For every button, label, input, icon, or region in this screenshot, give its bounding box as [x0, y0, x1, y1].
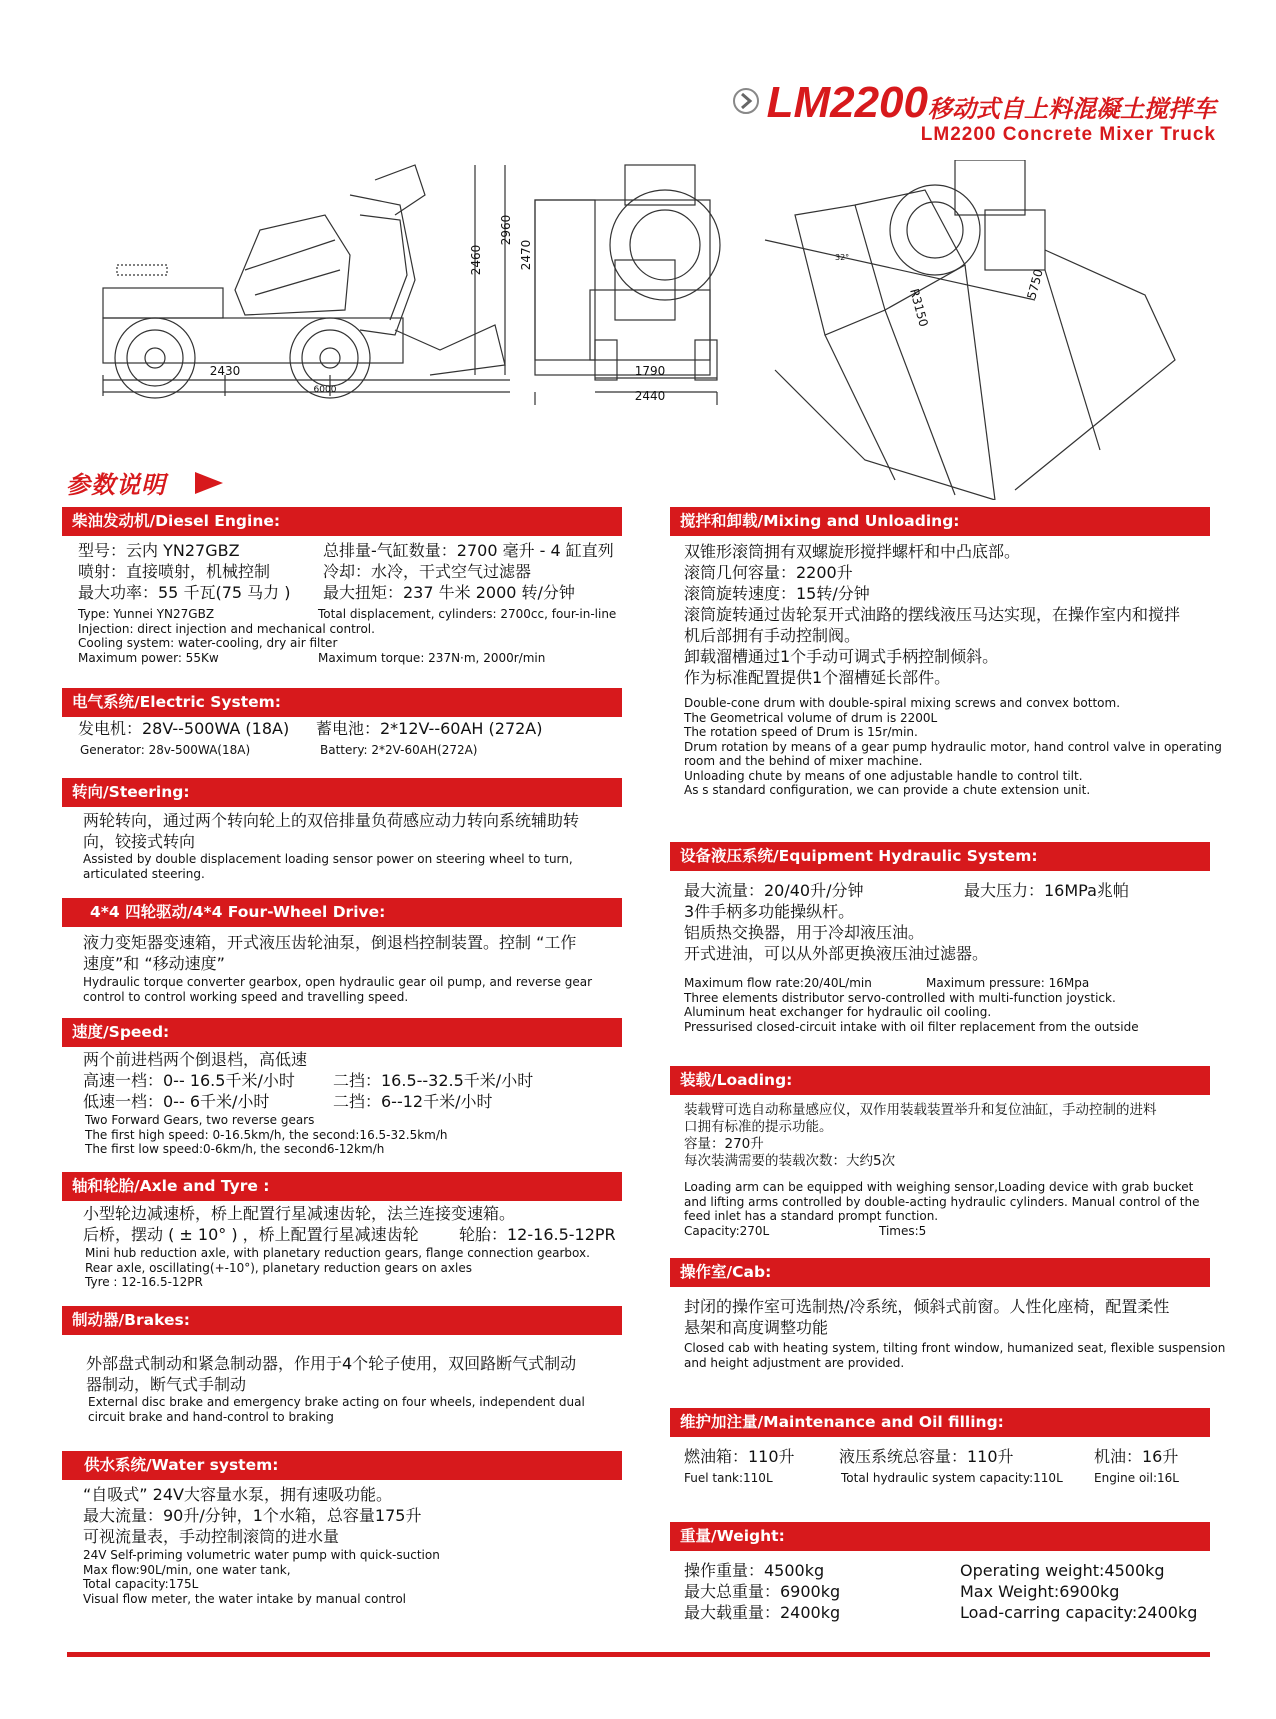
hydraulic-cn: 最大流量：20/40升/分钟 最大压力：16MPa兆帕 3件手柄多功能操纵杆。 铝质热交换器，用于冷却液压油。 开式进油，可以从外部更换液压油过滤器。: [684, 881, 1129, 963]
section-mixing-title: 搅拌和卸载/Mixing and Unloading:: [670, 507, 1210, 535]
dim-radius1: R3150: [907, 287, 931, 329]
dim-width: 2440: [634, 389, 666, 403]
dim-height1: 2460: [469, 244, 483, 276]
page-title: [767, 80, 1216, 126]
title-cn: 移动式自上料混凝土搅拌车: [928, 96, 1216, 123]
top-view-truck-icon: [765, 160, 1175, 500]
dim-track: 1790: [634, 364, 666, 378]
arrow-right-icon: [195, 472, 223, 494]
electric-en: Generator: 28v-500WA(18A) Battery: 2*2V-60AH(272A): [80, 743, 478, 757]
header: [767, 80, 1216, 146]
drive-cn: 液力变矩器变速箱，开式液压齿轮油泵，倒退档控制装置。控制 “工作 速度”和 “移动速度”: [83, 933, 577, 973]
dim-height2: 2960: [499, 214, 513, 246]
dim-angle: 32°: [835, 253, 850, 262]
chevron-right-icon: [733, 88, 759, 114]
loading-cn: 装载臂可选自动称量感应仪，双作用装载装置举升和复位油缸，手动控制的进料 口拥有标准的提示功能。 容量：270升 每次装满需要的装载次数：大约5次: [684, 1102, 1157, 1169]
section-drive-title: 4*4 四轮驱动/4*4 Four-Wheel Drive:: [62, 898, 622, 926]
axle-cn: 小型轮边减速桥，桥上配置行星减速齿轮，法兰连接变速箱。 后桥，摆动 ( ± 10° ) ，桥上配置行星减速齿轮 轮胎：12-16.5-12PR: [83, 1204, 616, 1244]
speed-en: Two Forward Gears, two reverse gears The first high speed: 0-16.5km/h, the second:16.5-32.5km/h The first low speed:0-6km/h, the second6-12km/h: [85, 1113, 448, 1156]
weight-cn: 操作重量：4500kg 最大总重量：6900kg 最大载重量：2400kg: [684, 1561, 841, 1622]
loading-en: Loading arm can be equipped with weighing sensor,Loading device with grab bucket and lifting arms controlled by double-acting hydraulic cylinders. Manual control of the feed inlet has a standard prompt function. Capacity:270L Times:5: [684, 1180, 1200, 1238]
brakes-cn: 外部盘式制动和紧急制动器，作用于4个轮子使用，双回路断气式制动 器制动，断气式手制动: [86, 1354, 577, 1394]
hydraulic-en: Maximum flow rate:20/40L/min Maximum pressure: 16Mpa Three elements distributor servo-controlled with multi-function joystick. Aluminum heat exchanger for hydraulic oil cooling. Pressurised closed-circuit intake with oil filter replacement from the outside: [684, 976, 1139, 1034]
front-view-truck-icon: [535, 165, 720, 405]
footer-divider: [67, 1652, 1210, 1657]
params-title: 参数说明: [66, 471, 166, 499]
cab-cn: 封闭的操作室可选制热/冷系统，倾斜式前窗。人性化座椅，配置柔性 悬架和高度调整功能: [684, 1297, 1170, 1337]
dim-length: 6000: [313, 385, 337, 395]
maintenance-en: Fuel tank:110L Total hydraulic system capacity:110L Engine oil:16L: [684, 1471, 1179, 1485]
water-en: 24V Self-priming volumetric water pump with quick-suction Max flow:90L/min, one water tank, Total capacity:175L Visual flow meter, the water intake by manual control: [83, 1548, 440, 1606]
engine-en: Type: Yunnei YN27GBZ Total displacement, cylinders: 2700cc, four-in-line Injection: direct injection and mechanical control. Cooling system: water-cooling, dry air filter Maximum power: 55Kw Maximum torque: 237N·m, 2000r/min: [78, 607, 617, 665]
dim-wheelbase: 2430: [209, 364, 241, 378]
speed-cn: 两个前进档两个倒退档，高低速 高速一档：0-- 16.5千米/小时 二挡：16.5--32.5千米/小时 低速一档：0-- 6千米/小时 二挡：6--12千米/小时: [83, 1050, 534, 1111]
brakes-en: External disc brake and emergency brake acting on four wheels, independent dual circuit brake and hand-control to braking: [88, 1395, 585, 1424]
cab-en: Closed cab with heating system, tilting front window, humanized seat, flexible suspension and height adjustment are provided.: [684, 1341, 1226, 1370]
axle-en: Mini hub reduction axle, with planetary reduction gears, flange connection gearbox. Rear axle, oscillating(+-10°), planetary reduction gears on axles Tyre : 12-16.5-12PR: [85, 1246, 590, 1289]
weight-en: Operating weight:4500kg Max Weight:6900kg Load-carring capacity:2400kg: [960, 1561, 1198, 1622]
section-axle-title: 轴和轮胎/Axle and Tyre :: [62, 1172, 622, 1200]
section-speed-title: 速度/Speed:: [62, 1018, 622, 1046]
mixing-en: Double-cone drum with double-spiral mixing screws and convex bottom. The Geometrical volume of drum is 2200L The rotation speed of Drum is 15r/min. Drum rotation by means of a gear pump hydraulic motor, hand control valve in operating room and the behind of mixer machine. Unloading chute by means of one adjustable handle to control tilt. As s standard configuration, we can provide a chute extension unit.: [684, 696, 1222, 797]
steering-en: Assisted by double displacement loading sensor power on steering wheel to turn, articulated steering.: [83, 852, 573, 881]
model-name: LM2200: [766, 78, 928, 127]
section-steering-title: 转向/Steering:: [62, 778, 622, 806]
steering-cn: 两轮转向，通过两个转向轮上的双倍排量负荷感应动力转向系统辅助转 向，铰接式转向: [83, 811, 580, 851]
water-cn: “自吸式” 24V大容量水泵，拥有速吸功能。 最大流量：90升/分钟，1个水箱，总容量175升 可视流量表，手动控制滚筒的进水量: [83, 1485, 422, 1546]
drive-en: Hydraulic torque converter gearbox, open hydraulic gear oil pump, and reverse gear control to control working speed and travelling speed.: [83, 975, 593, 1004]
dim-height3: 2470: [519, 239, 533, 271]
maintenance-cn: 燃油箱：110升 液压系统总容量：110升 机油：16升: [684, 1447, 1179, 1466]
engine-cn: 型号：云内 YN27GBZ 总排量-气缸数量：2700 毫升 - 4 缸直列 喷射：直接喷射，机械控制 冷却：水冷，干式空气过滤器 最大功率：55 千瓦(75 马力 ) 最大扭矩：237 牛米 2000 转/分钟: [78, 541, 614, 602]
electric-cn: 发电机：28V--500WA (18A) 蓄电池：2*12V--60AH (272A): [78, 719, 543, 738]
section-brakes-title: 制动器/Brakes:: [62, 1306, 622, 1334]
technical-drawing: [95, 160, 1225, 500]
section-loading-title: 装载/Loading:: [670, 1066, 1210, 1094]
section-weight-title: 重量/Weight:: [670, 1522, 1210, 1550]
side-view-truck-icon: [103, 165, 510, 398]
section-water-title: 供水系统/Water system:: [62, 1451, 622, 1479]
section-hydraulic-title: 设备液压系统/Equipment Hydraulic System:: [670, 842, 1210, 870]
section-electric-title: 电气系统/Electric System:: [62, 688, 622, 716]
section-maintenance-title: 维护加注量/Maintenance and Oil filling:: [670, 1408, 1210, 1436]
dim-radius2: 5750: [1024, 267, 1046, 301]
title-en: LM2200 Concrete Mixer Truck: [920, 124, 1216, 145]
section-engine-title: 柴油发动机/Diesel Engine:: [62, 507, 622, 535]
mixing-cn: 双锥形滚筒拥有双螺旋形搅拌螺杆和中凸底部。 滚筒几何容量：2200升 滚筒旋转速度：15转/分钟 滚筒旋转通过齿轮泵开式油路的摆线液压马达实现，在操作室内和搅拌 机后部拥有手动控制阀。 卸载溜槽通过1个手动可调式手柄控制倾斜。 作为标准配置提供1个溜槽延长部件。: [684, 542, 1181, 687]
section-cab-title: 操作室/Cab:: [670, 1258, 1210, 1286]
